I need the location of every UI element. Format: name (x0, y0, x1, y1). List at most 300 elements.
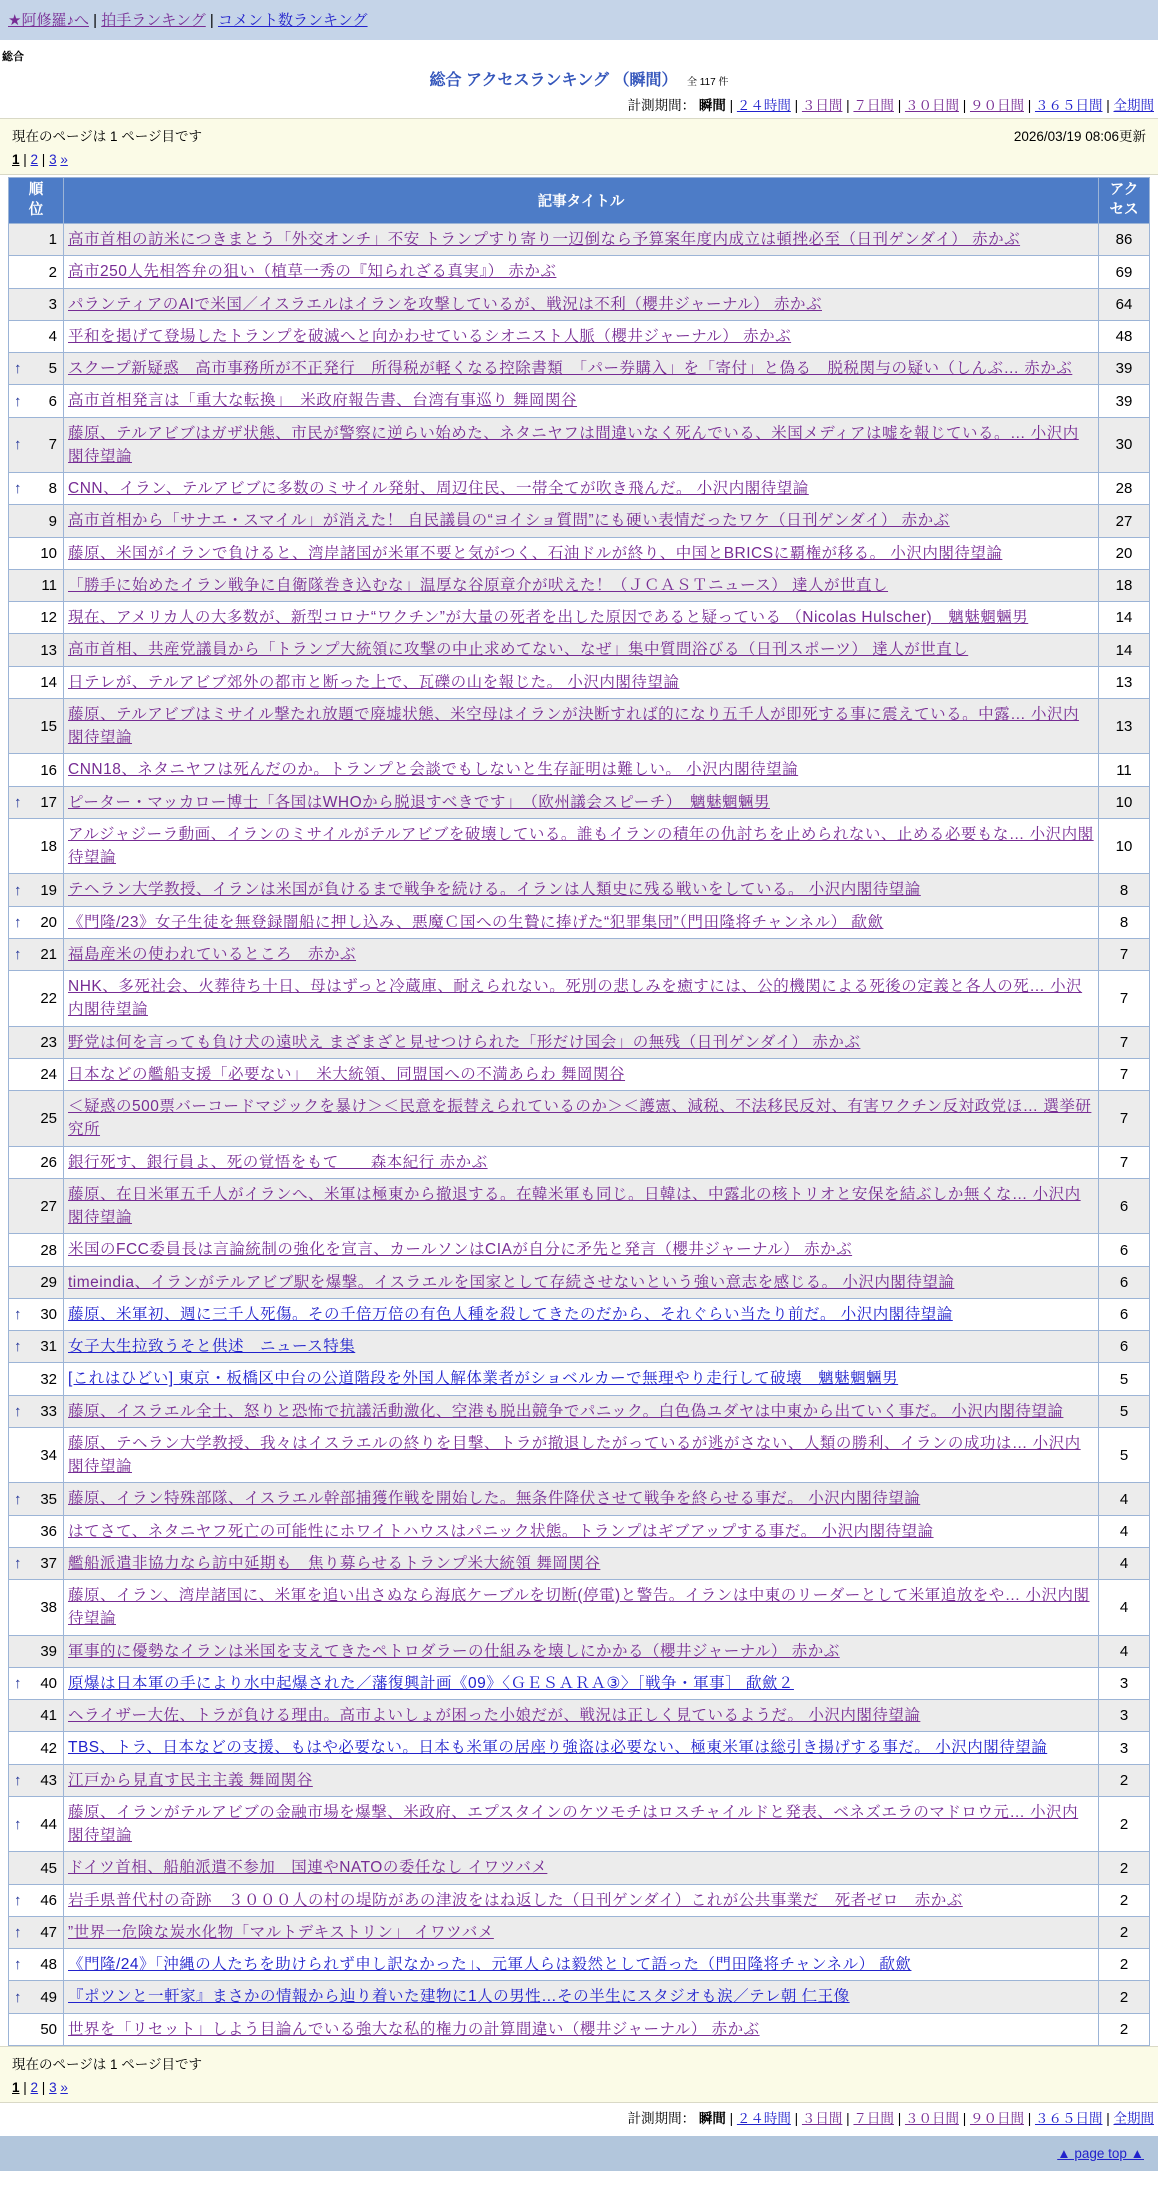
page-info-bottom (0, 2046, 1158, 2103)
title-cell (64, 602, 1099, 634)
article-link[interactable]: CNN、イラン、テルアビブに多数のミサイル発射、周辺住民、一帯全てが吹き飛んだ。 小沢内閣待望論 (68, 480, 809, 498)
rank-cell (9, 1796, 64, 1852)
article-link[interactable]: 高市首相、共産党議員から「トランプ大統領に攻撃の中止求めてない、なぜ」集中質問浴びる（日刊スポーツ） 達人が世直し (68, 641, 969, 659)
table-row (9, 906, 1150, 938)
rank-cell (9, 1298, 64, 1330)
access-count: 28 (1099, 473, 1150, 505)
access-count: 4 (1099, 1635, 1150, 1667)
rank-cell (9, 1427, 64, 1483)
article-link[interactable]: 藤原、イラン、湾岸諸国に、米軍を追い出さぬなら海底ケーブルを切断(停電)と警告。イランは中東のリーダーとして米軍追放をや… 小沢内閣待望論 (68, 1587, 1090, 1628)
rank-cell (9, 224, 64, 256)
article-link[interactable]: 日テレが、テルアビブ郊外の都市と断った上で、瓦礫の山を報じた。 小沢内閣待望論 (68, 673, 680, 691)
total-count: 全 117 件 (686, 77, 729, 88)
table-row (9, 569, 1150, 601)
article-link[interactable]: 軍事的に優勢なイランは米国を支えてきたペトロダラーの仕組みを壊しにかかる（櫻井ジャーナル） 赤かぶ (68, 1642, 840, 1660)
rank-cell (9, 473, 64, 505)
access-count: 13 (1099, 666, 1150, 698)
table-row (9, 1764, 1150, 1796)
article-link[interactable]: 福島産米の使われているところ 赤かぶ (68, 945, 357, 963)
title-cell (64, 1427, 1099, 1483)
access-count: 86 (1099, 224, 1150, 256)
period-link-4[interactable]: ３０日間 (904, 2110, 959, 2126)
page-title: 総合 アクセスランキング （瞬間） (429, 72, 678, 89)
access-count: 6 (1099, 1266, 1150, 1298)
title-cell (64, 938, 1099, 970)
rank-cell (9, 1234, 64, 1266)
table-row (9, 818, 1150, 874)
article-link[interactable]: 江戸から見直す民主主義 舞岡関谷 (68, 1771, 313, 1789)
title-cell (64, 1916, 1099, 1948)
table-row (9, 1427, 1150, 1483)
rank-cell (9, 1091, 64, 1147)
pagination-page-2[interactable]: 2 (30, 152, 39, 167)
access-count: 30 (1099, 417, 1150, 473)
rank-number: 29 (40, 1273, 57, 1291)
article-link[interactable]: スクープ新疑惑 高市事務所が不正発行 所得税が軽くなる控除書類 「パー券購入」を「寄付」と偽る 脱税関与の疑い（しんぶ… 赤かぶ (68, 360, 1073, 378)
rank-cell (9, 602, 64, 634)
period-selector-bottom (0, 2107, 1154, 2127)
table-row (9, 698, 1150, 754)
rank-cell (9, 1667, 64, 1699)
article-link[interactable]: 『ポツンと一軒家』まさかの情報から辿り着いた建物に1人の男性…その半生にスタジオも涙／テレ朝 仁王像 (68, 1988, 850, 2006)
rank-cell (9, 1395, 64, 1427)
article-link[interactable]: 藤原、イスラエル全土、怒りと恐怖で抗議活動激化、空港も脱出競争でパニック。白色偽ユダヤは中東から出ていく事だ。 小沢内閣待望論 (68, 1402, 1064, 1420)
article-link[interactable]: timeindia、イランがテルアビブ駅を爆撃。イスラエルを国家として存続させないという強い意志を感じる。 小沢内閣待望論 (68, 1273, 955, 1291)
access-count: 18 (1099, 569, 1150, 601)
separator: | (842, 98, 854, 113)
rank-cell (9, 1146, 64, 1178)
period-current: 瞬間 (698, 2110, 726, 2126)
article-link[interactable]: 藤原、米国がイランで負けると、湾岸諸国が米軍不要と気がつく、石油ドルが終り、中国とBRICSに覇権が移る。 小沢内閣待望論 (68, 544, 1003, 562)
rank-number: 16 (40, 761, 57, 779)
title-cell (64, 1266, 1099, 1298)
rank-cell (9, 698, 64, 754)
title-cell (64, 505, 1099, 537)
rank-number: 31 (40, 1338, 57, 1356)
rank-up-icon: ↑ (14, 1771, 22, 1789)
updated-timestamp: 2026/03/19 08:06更新 (1013, 129, 1146, 144)
article-link[interactable]: 藤原、イラン特殊部隊、イスラエル幹部捕獲作戦を開始した。無条件降伏させて戦争を終らせる事だ。 小沢内閣待望論 (68, 1490, 921, 1508)
rank-number: 28 (40, 1241, 57, 1259)
article-link[interactable]: 藤原、テルアビブはガザ状態、市民が警察に逆らい始めた、ネタニヤフは間違いなく死んでいる、米国メディアは嘘を報じている。… 小沢内閣待望論 (68, 424, 1079, 465)
nav-link-3[interactable]: コメント数ランキング (217, 12, 368, 29)
table-row (9, 786, 1150, 818)
table-row (9, 1981, 1150, 2013)
article-link[interactable]: 艦船派遣非協力なら訪中延期も 焦り募らせるトランプ米大統領 舞岡関谷 (68, 1554, 601, 1572)
article-link[interactable]: [これはひどい] 東京・板橋区中台の公道階段を外国人解体業者がショベルカーで無理やり走行して破壊 魑魅魍魎男 (68, 1370, 899, 1388)
table-row (9, 874, 1150, 906)
rank-cell (9, 754, 64, 786)
article-link[interactable]: 「勝手に始めたイラン戦争に自衛隊巻き込むな」温厚な谷原章介が吠えた！（ＪＣＡＳＴニュース） 達人が世直し (68, 576, 889, 594)
access-count: 64 (1099, 288, 1150, 320)
separator: | (1023, 2110, 1035, 2126)
title-cell (64, 634, 1099, 666)
title-cell (64, 537, 1099, 569)
title-cell (64, 1700, 1099, 1732)
article-link[interactable]: 現在、アメリカ人の大多数が、新型コロナ“ワクチン”が大量の死者を出した原因であると疑っている （Nicolas Hulscher) 魑魅魍魎男 (68, 609, 1029, 627)
title-cell (64, 1547, 1099, 1579)
article-link[interactable]: 《門隆/24》「沖縄の人たちを助けられず申し訳なかった」、元軍人らは毅然として語った（門田隆将チャンネル） 歃歛 (68, 1956, 912, 1974)
title-cell (64, 1234, 1099, 1266)
pagination-next[interactable]: » (60, 2079, 68, 2095)
rank-number: 35 (40, 1490, 57, 1508)
rank-cell (9, 353, 64, 385)
page-info-top (0, 118, 1158, 175)
period-link-7[interactable]: 全期間 (1113, 2110, 1154, 2126)
period-links (726, 2111, 1154, 2126)
separator: | (958, 2110, 970, 2126)
access-count: 7 (1099, 1091, 1150, 1147)
period-link-4[interactable]: ３０日間 (904, 98, 959, 113)
rank-cell (9, 505, 64, 537)
rank-number: 8 (48, 480, 57, 498)
rank-up-icon: ↑ (14, 436, 22, 454)
access-count: 8 (1099, 906, 1150, 938)
rank-number: 45 (40, 1859, 57, 1877)
article-link[interactable]: CNN18、ネタニヤフは死んだのか。トランプと会談でもしないと生存証明は難しい。 小沢内閣待望論 (68, 761, 799, 779)
rank-cell (9, 385, 64, 417)
title-cell (64, 353, 1099, 385)
table-row (9, 473, 1150, 505)
table-row (9, 1852, 1150, 1884)
access-count: 2 (1099, 1949, 1150, 1981)
pagination-current-page: 1 (12, 152, 20, 167)
article-link[interactable]: 野党は何を言っても負け犬の遠吠え まざまざと見せつけられた「形だけ国会」の無残（日刊ゲンダイ） 赤かぶ (68, 1033, 861, 1051)
rank-up-icon: ↑ (14, 480, 22, 498)
article-link[interactable]: ”世界一危険な炭水化物「マルトデキストリン」 イワツバメ (68, 1923, 494, 1941)
title-cell (64, 1483, 1099, 1515)
page-top-link[interactable]: ▲ page top ▲ (1057, 2145, 1144, 2161)
rank-cell (9, 786, 64, 818)
article-link[interactable]: 原爆は日本軍の手により水中起爆された／藩復興計画《09》〈ＧＥＳＡＲＡ③〉［戦争・軍事］ 歃歛２ (68, 1674, 794, 1692)
access-count: 39 (1099, 385, 1150, 417)
access-count: 8 (1099, 874, 1150, 906)
access-count: 4 (1099, 1515, 1150, 1547)
title-cell (64, 224, 1099, 256)
pagination-page-3[interactable]: 3 (49, 2079, 57, 2095)
rank-number: 50 (40, 2020, 57, 2038)
rank-number: 1 (48, 231, 57, 249)
pagination-current-page: 1 (12, 2079, 20, 2095)
rank-cell (9, 1916, 64, 1948)
period-link-6[interactable]: ３６５日間 (1034, 2110, 1103, 2126)
table-row (9, 1884, 1150, 1916)
access-count: 5 (1099, 1427, 1150, 1483)
table-row (9, 1331, 1150, 1363)
rank-cell (9, 906, 64, 938)
table-row (9, 224, 1150, 256)
title-cell (64, 1796, 1099, 1852)
period-link-6[interactable]: ３６５日間 (1034, 98, 1103, 113)
rank-number: 48 (40, 1956, 57, 1974)
column-header-rank: 順位 (9, 178, 64, 224)
rank-number: 9 (48, 512, 57, 530)
rank-up-icon: ↑ (14, 881, 22, 899)
access-count: 4 (1099, 1483, 1150, 1515)
title-cell (64, 288, 1099, 320)
article-link[interactable]: 日本などの艦船支援「必要ない」 米大統領、同盟国への不満あらわ 舞岡関谷 (68, 1065, 626, 1083)
rank-number: 38 (40, 1598, 57, 1616)
table-row (9, 288, 1150, 320)
title-cell (64, 1764, 1099, 1796)
separator: | (1102, 2110, 1114, 2126)
article-link[interactable]: ドイツ首相、船舶派遣不参加 国連やNATOの委任なし イワツバメ (68, 1859, 548, 1877)
rank-cell (9, 1764, 64, 1796)
rank-up-icon: ↑ (14, 946, 22, 963)
article-link[interactable]: 高市首相の訪米につきまとう「外交オンチ」不安 トランプすり寄り一辺倒なら予算案年度内成立は頓挫必至（日刊ゲンダイ） 赤かぶ (68, 231, 1021, 249)
rank-up-icon: ↑ (14, 1402, 22, 1420)
table-row (9, 385, 1150, 417)
article-link[interactable]: アルジャジーラ動画、イランのミサイルがテルアビブを破壊している。誰もイランの積年の仇討ちを止められない、止める必要もな… 小沢内閣待望論 (68, 825, 1094, 867)
article-link[interactable]: ヘライザー大佐、トラが負ける理由。高市よいしょが困った小娘だが、戦況は正しく見ているようだ。 小沢内閣待望論 (68, 1707, 921, 1725)
article-link[interactable]: 藤原、イランがテルアビブの金融市場を爆撃、米政府、エプスタインのケツモチはロスチャイルドと発表、ベネズエラのマドロウ元… 小沢内閣待望論 (68, 1803, 1079, 1845)
article-link[interactable]: 高市250人先相答弁の狙い（植草一秀の『知られざる真実』） 赤かぶ (68, 263, 557, 281)
rank-up-icon: ↑ (14, 1924, 22, 1941)
article-link[interactable]: 藤原、在日米軍五千人がイランへ、米軍は極東から撤退する。在韓米軍も同じ。日韓は、中露北の核トリオと安保を結ぶしか無くな… 小沢内閣待望論 (68, 1185, 1081, 1227)
title-cell (64, 1026, 1099, 1058)
table-row (9, 353, 1150, 385)
title-cell (64, 1732, 1099, 1764)
table-row (9, 1026, 1150, 1058)
rank-cell (9, 1483, 64, 1515)
article-link[interactable]: 《門隆/23》女子生徒を無登録闇船に押し込み、悪魔Ｃ国への生贄に捧げた“犯罪集団”（門田隆将チャンネル） 歃歛 (68, 913, 884, 931)
rank-cell (9, 1700, 64, 1732)
table-row (9, 1667, 1150, 1699)
rank-number: 21 (40, 946, 57, 963)
access-count: 20 (1099, 537, 1150, 569)
rank-cell (9, 1058, 64, 1090)
article-link[interactable]: 高市首相から「サナエ・スマイル」が消えた！ 自民議員の“ヨイショ質問”にも硬い表情だったワケ（日刊ゲンダイ） 赤かぶ (68, 512, 950, 530)
title-cell (64, 385, 1099, 417)
separator: | (19, 2079, 31, 2095)
article-link[interactable]: 藤原、テルアビブはミサイル撃たれ放題で廃墟状態、米空母はイランが決断すれば的になり五千人が即死する事に震えている。中露… 小沢内閣待望論 (68, 705, 1079, 747)
article-link[interactable]: はてさて、ネタニヤフ死亡の可能性にホワイトハウスはパニック状態。トランプはギブアップする事だ。 小沢内閣待望論 (68, 1522, 934, 1540)
article-link[interactable]: 世界を「リセット」しよう目論んでいる強大な私的権力の計算間違い（櫻井ジャーナル） 赤かぶ (68, 2020, 760, 2038)
article-link[interactable]: 米国のFCC委員長は言論統制の強化を宣言、カールソンはCIAが自分に矛先と発言（櫻井ジャーナル） 赤かぶ (68, 1241, 853, 1259)
table-row (9, 1515, 1150, 1547)
rank-number: 5 (48, 360, 57, 378)
article-link[interactable]: 銀行死す、銀行員よ、死の覚悟をもて 森本紀行 赤かぶ (68, 1153, 488, 1171)
table-row (9, 320, 1150, 352)
rank-cell (9, 1635, 64, 1667)
rank-number: 13 (40, 641, 57, 659)
title-cell (64, 1515, 1099, 1547)
rank-cell (9, 2013, 64, 2045)
rank-number: 40 (40, 1675, 57, 1692)
table-row (9, 1395, 1150, 1427)
access-count: 6 (1099, 1178, 1150, 1234)
title-cell (64, 666, 1099, 698)
rank-cell (9, 320, 64, 352)
period-link-5[interactable]: ９０日間 (969, 2110, 1024, 2126)
article-link[interactable]: NHK、多死社会、火葬待ち十日、母はずっと冷蔵庫、耐えられない。死別の悲しみを癒すには、公的機関による死後の定義と各人の死… 小沢内閣待望論 (68, 978, 1083, 1019)
title-cell (64, 256, 1099, 288)
title-cell (64, 786, 1099, 818)
access-count: 3 (1099, 1667, 1150, 1699)
title-cell (64, 2013, 1099, 2045)
rank-number: 24 (40, 1066, 57, 1083)
article-link[interactable]: TBS、トラ、日本などの支援、もはや必要ない。日本も米軍の居座り強盗は必要ない、極東米軍は総引き揚げする事だ。 小沢内閣待望論 (68, 1739, 1048, 1757)
title-cell (64, 1331, 1099, 1363)
rank-cell (9, 1949, 64, 1981)
separator: | (842, 2110, 854, 2126)
column-header-title: 記事タイトル (64, 178, 1099, 224)
rank-number: 37 (40, 1555, 57, 1572)
article-link[interactable]: ＜疑惑の500票バーコードマジックを暴け＞＜民意を振替えられているのか＞＜護憲、減税、不法移民反対、有害ワクチン反対政党ほ… 選挙研究所 (68, 1098, 1092, 1139)
rank-number: 34 (40, 1446, 57, 1464)
period-link-1[interactable]: ２４時間 (736, 2110, 791, 2126)
separator: | (1023, 98, 1035, 113)
table-row (9, 634, 1150, 666)
nav-link-2[interactable]: 拍手ランキング (101, 12, 206, 29)
separator: | (725, 98, 737, 113)
article-link[interactable]: ピーター・マッカロー博士「各国はWHOから脱退すべきです」 （欧州議会スピーチ） 魑魅魍魎男 (68, 793, 770, 811)
rank-up-icon: ↑ (14, 1956, 22, 1974)
title-cell (64, 569, 1099, 601)
access-count: 7 (1099, 1026, 1150, 1058)
access-count: 10 (1099, 786, 1150, 818)
table-row (9, 1916, 1150, 1948)
rank-cell (9, 1266, 64, 1298)
access-count: 6 (1099, 1331, 1150, 1363)
article-link[interactable]: 藤原、米軍初、週に三千人死傷。その千倍万倍の有色人種を殺してきたのだから、それぐらい当たり前だ。 小沢内閣待望論 (68, 1305, 953, 1323)
access-count: 5 (1099, 1363, 1150, 1395)
table-row (9, 1732, 1150, 1764)
access-count: 27 (1099, 505, 1150, 537)
article-link[interactable]: 女子大生拉致うそと供述 ニュース特集 (68, 1338, 356, 1356)
article-link[interactable]: 藤原、テヘラン大学教授、我々はイスラエルの終りを目撃、トラが撤退したがっているが逃がさない、人類の勝利、イランの成功は… 小沢内閣待望論 (68, 1434, 1081, 1476)
pagination-page-2[interactable]: 2 (30, 2079, 39, 2095)
rank-cell (9, 1331, 64, 1363)
access-count: 4 (1099, 1580, 1150, 1636)
table-row (9, 537, 1150, 569)
rank-cell (9, 1580, 64, 1636)
access-count: 2 (1099, 2013, 1150, 2045)
access-count: 3 (1099, 1732, 1150, 1764)
rank-cell (9, 1026, 64, 1058)
period-link-3[interactable]: ７日間 (853, 2110, 894, 2126)
rank-number: 36 (40, 1522, 57, 1540)
title-cell (64, 906, 1099, 938)
rank-number: 42 (40, 1739, 57, 1757)
period-link-3[interactable]: ７日間 (853, 98, 894, 113)
period-current: 瞬間 (698, 98, 726, 113)
rank-cell (9, 1981, 64, 2013)
rank-cell (9, 818, 64, 874)
ranking-table (8, 177, 1150, 2046)
access-count: 2 (1099, 1916, 1150, 1948)
rank-number: 3 (48, 295, 57, 313)
table-row (9, 2013, 1150, 2045)
access-count: 7 (1099, 1146, 1150, 1178)
title-cell (64, 1178, 1099, 1234)
table-row (9, 1547, 1150, 1579)
access-count: 48 (1099, 320, 1150, 352)
rank-cell (9, 938, 64, 970)
period-link-1[interactable]: ２４時間 (736, 98, 791, 113)
access-count: 2 (1099, 1764, 1150, 1796)
pagination-next[interactable]: » (60, 152, 68, 167)
table-row (9, 256, 1150, 288)
rank-up-icon: ↑ (14, 1675, 22, 1692)
title-cell (64, 754, 1099, 786)
rank-cell (9, 666, 64, 698)
separator: | (38, 2079, 50, 2095)
table-row (9, 666, 1150, 698)
current-page-text: 現在のページは 1 ページ目です (12, 129, 202, 144)
rank-number: 26 (40, 1153, 57, 1171)
access-count: 3 (1099, 1700, 1150, 1732)
pagination-page-3[interactable]: 3 (49, 152, 57, 167)
table-row (9, 1796, 1150, 1852)
pagination-bottom (12, 2080, 1146, 2095)
rank-cell (9, 569, 64, 601)
pagination-top (12, 152, 1146, 167)
rank-number: 43 (40, 1771, 57, 1789)
table-row (9, 754, 1150, 786)
rank-number: 49 (40, 1988, 57, 2006)
rank-number: 20 (40, 913, 57, 931)
rank-number: 4 (48, 328, 57, 345)
title-cell (64, 1667, 1099, 1699)
rank-number: 12 (40, 609, 57, 627)
access-count: 14 (1099, 602, 1150, 634)
title-cell (64, 1635, 1099, 1667)
separator: | (88, 12, 102, 29)
access-count: 69 (1099, 256, 1150, 288)
rank-cell (9, 1884, 64, 1916)
separator: | (19, 152, 31, 167)
title-cell (64, 473, 1099, 505)
rank-number: 19 (40, 881, 57, 899)
table-row (9, 1363, 1150, 1395)
period-link-2[interactable]: ３日間 (801, 98, 843, 113)
nav-link-1[interactable]: ★阿修羅♪へ (8, 12, 89, 29)
access-count: 2 (1099, 1884, 1150, 1916)
period-link-2[interactable]: ３日間 (801, 2110, 843, 2126)
article-link[interactable]: パランティアのAIで米国／イスラエルはイランを攻撃しているが、戦況は不利（櫻井ジャーナル） 赤かぶ (68, 295, 822, 313)
rank-number: 14 (40, 673, 57, 691)
article-link[interactable]: 岩手県普代村の奇跡 ３０００人の村の堤防があの津波をはね返した（日刊ゲンダイ）これが公共事業だ 死者ゼロ 赤かぶ (68, 1891, 963, 1909)
rank-cell (9, 1515, 64, 1547)
table-row (9, 1058, 1150, 1090)
period-link-5[interactable]: ９０日間 (969, 98, 1024, 113)
rank-number: 47 (40, 1924, 57, 1941)
separator: | (1102, 98, 1114, 113)
table-row (9, 971, 1150, 1027)
period-label: 計測期間： (627, 2110, 696, 2126)
table-row (9, 1298, 1150, 1330)
page-top-bar (0, 2136, 1158, 2171)
access-count: 7 (1099, 938, 1150, 970)
rank-up-icon: ↑ (14, 360, 22, 378)
separator: | (958, 98, 970, 113)
rank-up-icon: ↑ (14, 1338, 22, 1356)
period-link-7[interactable]: 全期間 (1113, 98, 1154, 113)
rank-cell (9, 1178, 64, 1234)
access-count: 6 (1099, 1234, 1150, 1266)
article-link[interactable]: 平和を掲げて登場したトランプを破滅へと向かわせているシオニスト人脈（櫻井ジャーナル） 赤かぶ (68, 327, 792, 345)
title-cell (64, 698, 1099, 754)
title-cell (64, 971, 1099, 1027)
title-cell (64, 1852, 1099, 1884)
rank-number: 7 (48, 436, 57, 454)
article-link[interactable]: 高市首相発言は「重大な転換」 米政府報告書、台湾有事巡り 舞岡関谷 (68, 392, 578, 410)
table-row (9, 1178, 1150, 1234)
rank-number: 46 (40, 1891, 57, 1909)
table-row (9, 938, 1150, 970)
article-link[interactable]: テヘラン大学教授、イランは米国が負けるまで戦争を続ける。イランは人類史に残る戦いをしている。 小沢内閣待望論 (68, 881, 921, 899)
